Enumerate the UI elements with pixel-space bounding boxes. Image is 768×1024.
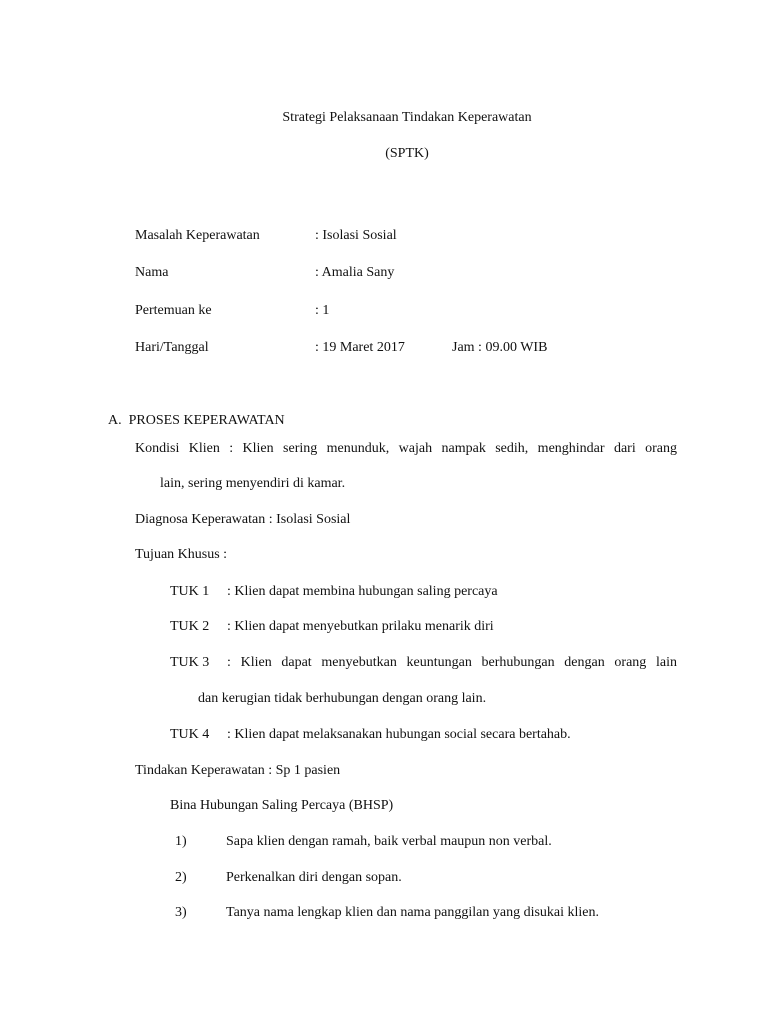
tuk-3-text-cont: dan kerugian tidak berhubungan dengan orang lain. bbox=[198, 691, 487, 706]
step-2-text: Perkenalkan diri dengan sopan. bbox=[226, 870, 402, 885]
masalah-value: : Isolasi Sosial bbox=[315, 228, 397, 243]
tuk-3-text: : Klien dapat menyebutkan keuntungan berhubungan dengan orang lain bbox=[227, 655, 677, 670]
pertemuan-label: Pertemuan ke bbox=[135, 303, 212, 318]
tujuan-label: Tujuan Khusus : bbox=[135, 547, 228, 562]
pertemuan-value: : 1 bbox=[315, 303, 330, 318]
tuk-2-label: TUK 2 bbox=[170, 619, 210, 634]
step-1-num: 1) bbox=[175, 834, 187, 849]
bhsp-heading: Bina Hubungan Saling Percaya (BHSP) bbox=[170, 798, 394, 813]
kondisi-line-1: Kondisi Klien : Klien sering menunduk, wajah nampak sedih, menghindar dari orang bbox=[135, 441, 677, 456]
step-1-text: Sapa klien dengan ramah, baik verbal maupun non verbal. bbox=[226, 834, 552, 849]
tuk-1-text: : Klien dapat membina hubungan saling percaya bbox=[227, 584, 498, 599]
hari-label: Hari/Tanggal bbox=[135, 340, 209, 355]
document-subtitle: (SPTK) bbox=[385, 146, 429, 161]
nama-value: : Amalia Sany bbox=[315, 265, 395, 280]
tuk-1-label: TUK 1 bbox=[170, 584, 210, 599]
step-2-num: 2) bbox=[175, 870, 187, 885]
tuk-4-label: TUK 4 bbox=[170, 727, 210, 742]
tindakan-text: Tindakan Keperawatan : Sp 1 pasien bbox=[135, 763, 341, 778]
tuk-4-text: : Klien dapat melaksanakan hubungan social secara bertahab. bbox=[227, 727, 571, 742]
hari-value: : 19 Maret 2017 bbox=[315, 340, 405, 355]
nama-label: Nama bbox=[135, 265, 169, 280]
jam-value: Jam : 09.00 WIB bbox=[452, 340, 548, 355]
document-title: Strategi Pelaksanaan Tindakan Keperawatan bbox=[282, 110, 532, 125]
step-3-text: Tanya nama lengkap klien dan nama panggilan yang disukai klien. bbox=[226, 905, 600, 920]
tuk-2-text: : Klien dapat menyebutkan prilaku menarik diri bbox=[227, 619, 494, 634]
tuk-3-label: TUK 3 bbox=[170, 655, 210, 670]
diagnosa-text: Diagnosa Keperawatan : Isolasi Sosial bbox=[135, 512, 351, 527]
masalah-label: Masalah Keperawatan bbox=[135, 228, 260, 243]
section-heading: A. PROSES KEPERAWATAN bbox=[108, 413, 285, 428]
step-3-num: 3) bbox=[175, 905, 187, 920]
kondisi-line-2: lain, sering menyendiri di kamar. bbox=[160, 476, 346, 491]
